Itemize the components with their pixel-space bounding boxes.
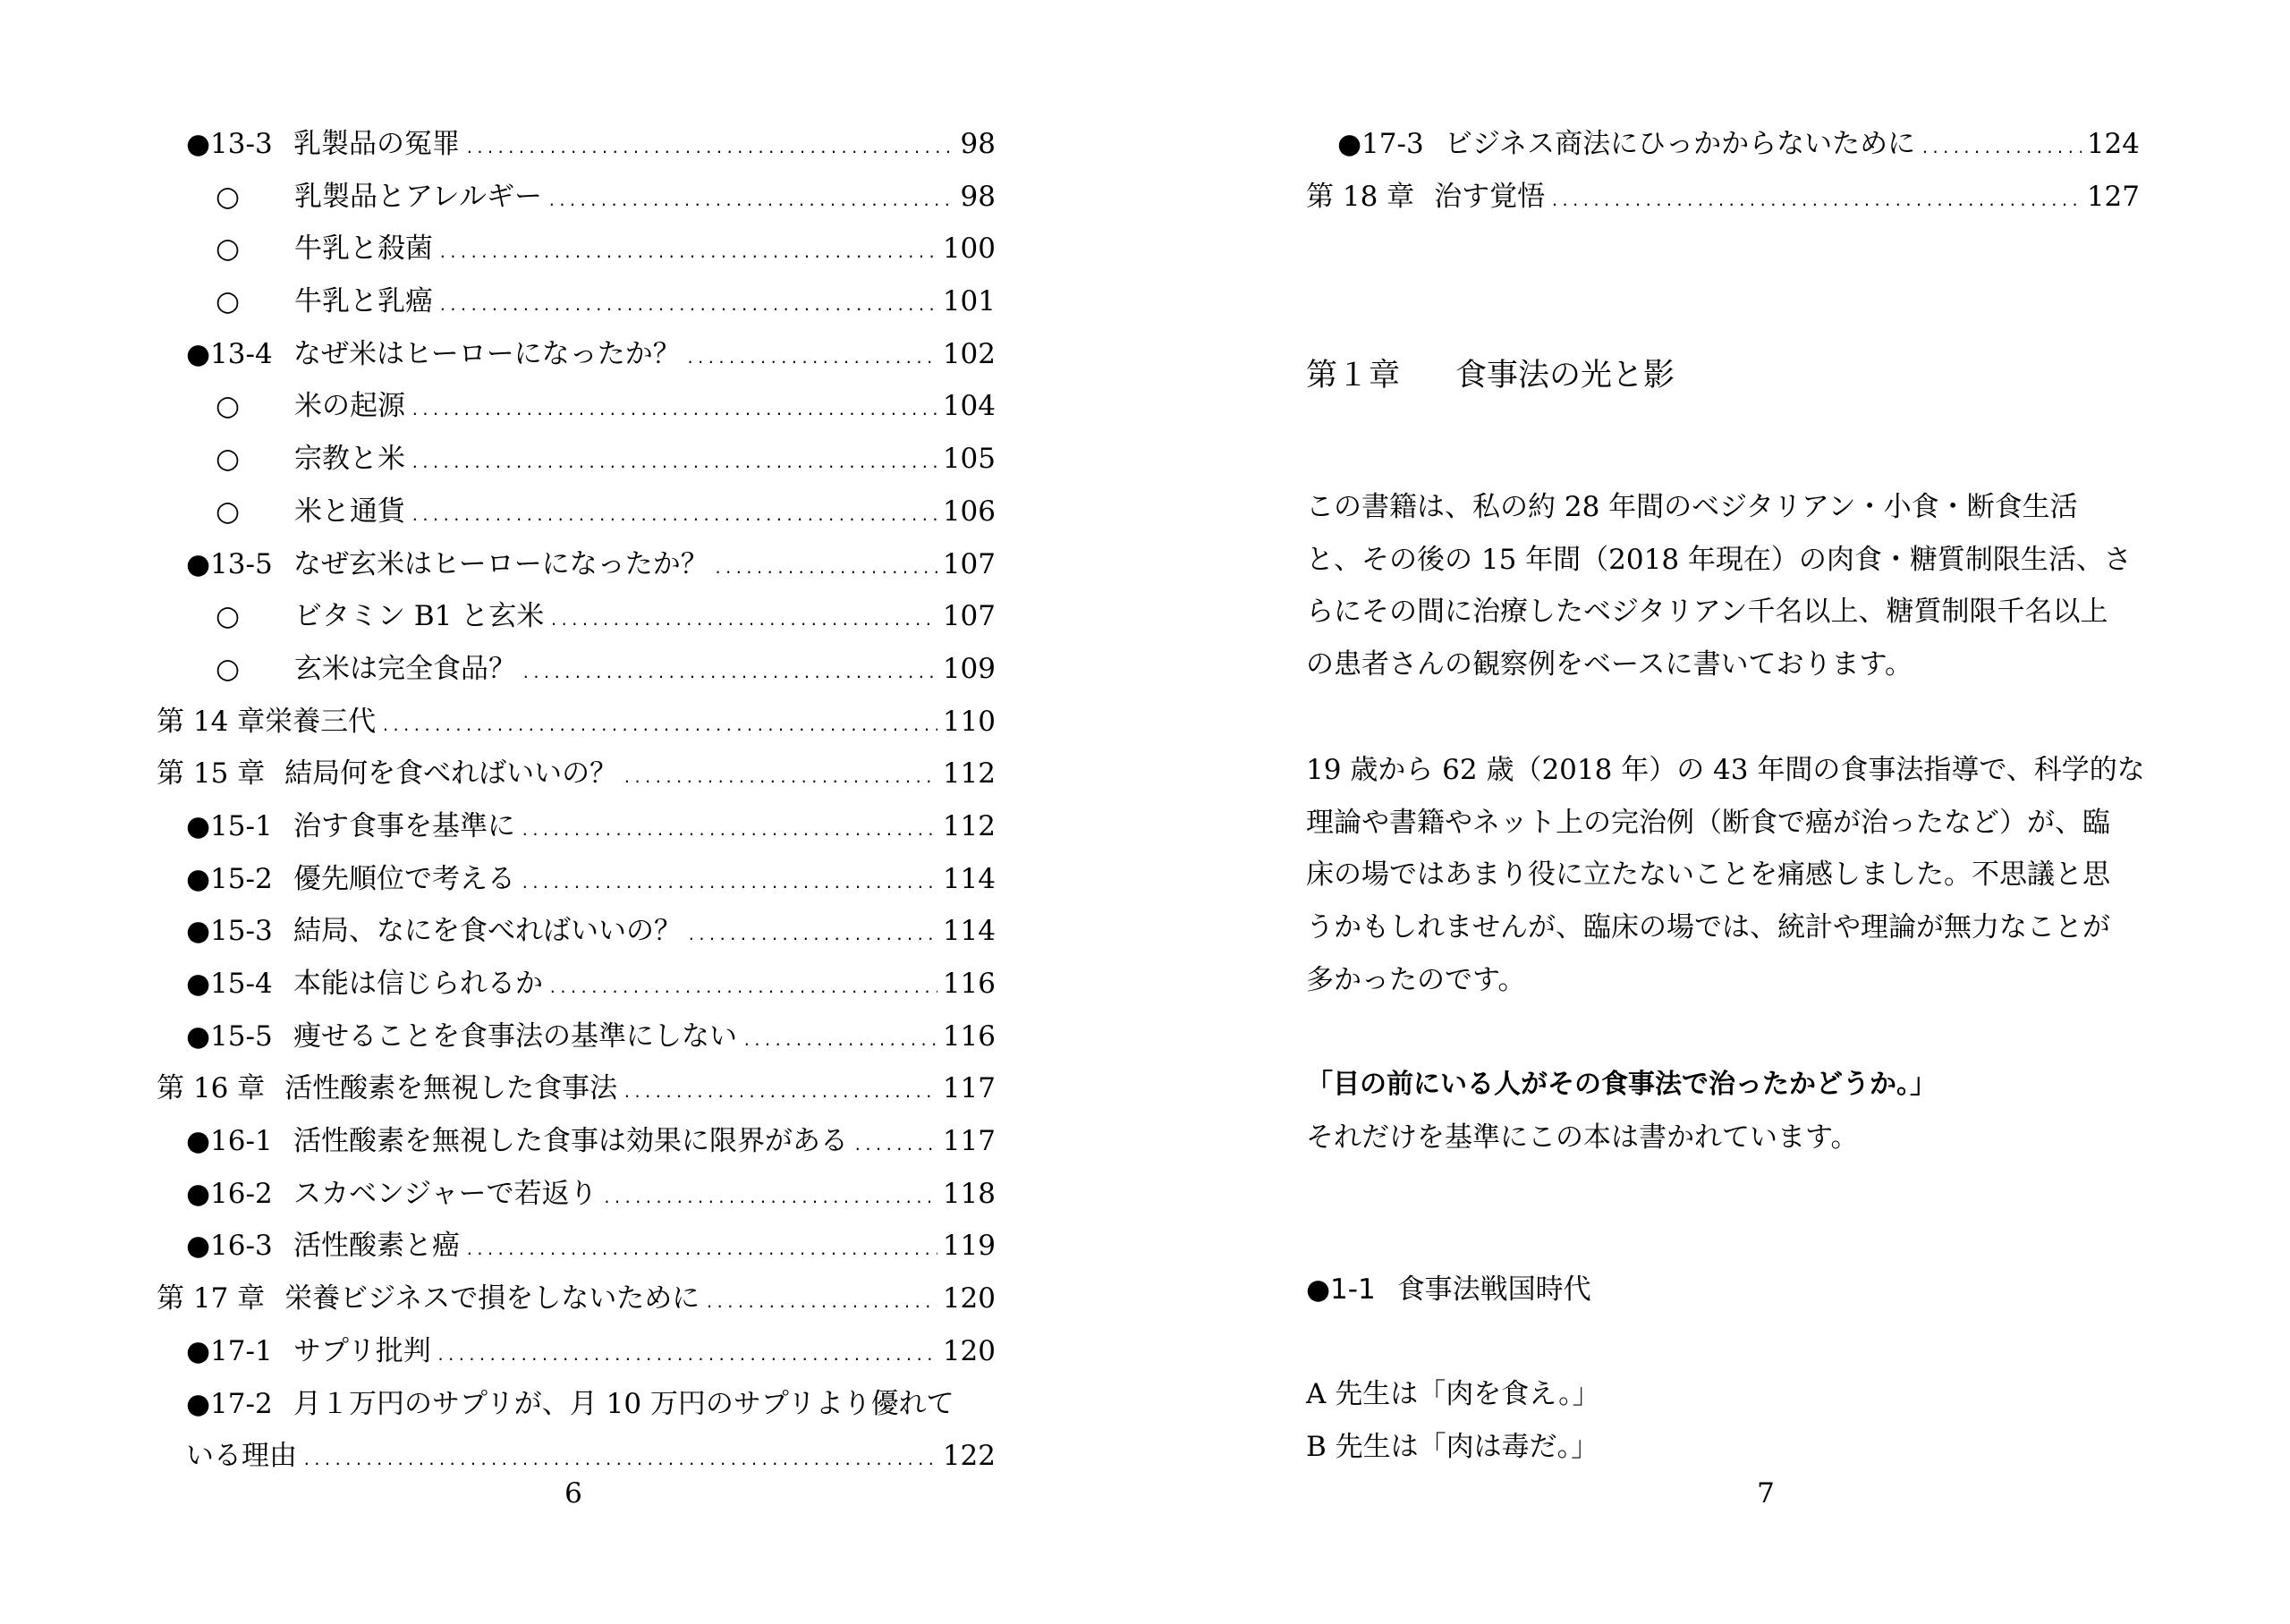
toc-title: 活性酸素と癌 xyxy=(293,1230,460,1263)
toc-title: ビジネス商法にひっかからないために xyxy=(1445,128,1916,160)
toc-bullet-icon: ○ xyxy=(216,390,241,423)
toc-section-number: ●16-1 xyxy=(186,1125,273,1158)
toc-page-number: 118 xyxy=(942,1177,996,1210)
toc-bullet-icon: ○ xyxy=(216,652,241,685)
toc-page-number: 127 xyxy=(2086,180,2140,213)
toc-title: 玄米は完全食品？ xyxy=(294,652,516,685)
toc-entry xyxy=(216,223,996,275)
toc-title: 栄養ビジネスで損をしないために xyxy=(284,1282,700,1315)
toc-leader-dots xyxy=(438,280,937,333)
toc-entry xyxy=(216,380,996,433)
toc-page-number: 107 xyxy=(942,547,996,580)
chapter-label: 第１章 xyxy=(1306,358,1401,393)
toc-bullet-icon: ○ xyxy=(216,285,241,318)
toc-leader-dots xyxy=(714,543,937,596)
toc-leader-dots xyxy=(381,700,937,753)
toc-section-number: ●15-4 xyxy=(186,968,273,1000)
toc-page-number: 100 xyxy=(942,233,996,266)
toc-entry-wrapped-continuation xyxy=(186,1430,996,1483)
quote-block xyxy=(1306,1059,2147,1163)
toc-page-number: 116 xyxy=(942,968,996,1000)
toc-section-number: ●17-1 xyxy=(186,1334,273,1367)
toc-page-number: 98 xyxy=(960,180,996,213)
toc-entry xyxy=(186,905,996,958)
toc-entry xyxy=(157,1062,996,1115)
toc-entry xyxy=(216,275,996,328)
toc-page-number: 98 xyxy=(960,128,996,160)
toc-leader-dots xyxy=(603,1172,937,1225)
paragraph-line: の患者さんの観察例をベースに書いております。 xyxy=(1306,648,1913,681)
toc-leader-dots xyxy=(411,490,937,543)
toc-title: 結局何を食べればいいの？ xyxy=(284,757,618,791)
toc-entry xyxy=(1337,118,2140,171)
toc-section-number: ●15-5 xyxy=(186,1019,273,1053)
toc-bullet-icon: ○ xyxy=(216,180,241,213)
toc-title: 優先順位で考える xyxy=(293,862,515,895)
paragraph-line: 床の場ではあまり役に立たないことを痛感しました。不思議と思 xyxy=(1306,859,2110,892)
bold-quote: 「目の前にいる人がその食事法で治ったかどうか。」 xyxy=(1306,1069,1937,1100)
toc-page-number: 104 xyxy=(942,390,996,423)
toc-chapter-number: 第 18 章 xyxy=(1306,180,1415,213)
toc-entry xyxy=(216,486,996,538)
toc-entry xyxy=(186,1115,996,1168)
toc-bullet-icon: ○ xyxy=(216,600,241,633)
toc-title: ビタミン B1 と玄米 xyxy=(294,600,545,633)
toc-entry xyxy=(157,1273,996,1325)
toc-entry xyxy=(186,853,996,906)
toc-title: 治す食事を基準に xyxy=(293,809,515,842)
toc-section-number: ●16-2 xyxy=(186,1177,273,1210)
toc-entry xyxy=(186,1220,996,1273)
toc-leader-dots xyxy=(1921,123,2082,175)
section-heading xyxy=(1306,1266,1591,1307)
toc-leader-dots xyxy=(705,1277,937,1330)
toc-page-number: 116 xyxy=(942,1019,996,1053)
toc-leader-dots xyxy=(411,437,937,490)
toc-page-number: 110 xyxy=(942,705,996,738)
toc-bullet-icon: ○ xyxy=(216,443,241,476)
toc-leader-dots xyxy=(547,175,955,228)
toc-section-number: ●15-3 xyxy=(186,915,273,948)
toc-leader-dots xyxy=(465,1224,937,1277)
toc-title: サプリ批判 xyxy=(293,1334,431,1367)
toc-leader-dots xyxy=(687,909,937,962)
toc-page-number: 117 xyxy=(942,1072,996,1105)
toc-title: 活性酸素を無視した食事は効果に限界がある xyxy=(293,1125,848,1158)
toc-entry xyxy=(186,1011,996,1063)
toc-title: 乳製品の冤罪 xyxy=(293,128,460,160)
toc-page-number: 119 xyxy=(942,1230,996,1263)
toc-section-number: ●13-5 xyxy=(186,547,273,580)
toc-leader-dots xyxy=(438,227,937,280)
toc-leader-dots xyxy=(521,858,937,910)
toc-page-number: 120 xyxy=(942,1282,996,1315)
toc-leader-dots xyxy=(411,385,937,437)
toc-entry xyxy=(186,538,996,591)
toc-leader-dots xyxy=(686,333,937,385)
toc-entry xyxy=(216,171,996,224)
toc-title: 本能は信じられるか xyxy=(293,968,543,1000)
toc-leader-dots xyxy=(437,1330,937,1383)
toc-page-number: 114 xyxy=(942,915,996,948)
toc-page-number: 114 xyxy=(942,862,996,895)
toc-section-number: ●16-3 xyxy=(186,1230,273,1263)
toc-leader-dots xyxy=(302,1434,937,1487)
paragraph-line: 理論や書籍やネット上の完治例（断食で癌が治ったなど）が、臨 xyxy=(1306,806,2110,839)
sensei-lines xyxy=(1306,1368,2147,1473)
second-paragraph xyxy=(1306,744,2147,1007)
paragraph-line: と、その後の 15 年間（2018 年現在）の肉食・糖質制限生活、さ xyxy=(1306,543,2132,576)
toc-chapter-number: 第 15 章 xyxy=(157,757,266,791)
toc-page-number: 112 xyxy=(942,757,996,791)
toc-section-number: ●13-3 xyxy=(186,128,273,160)
toc-leader-dots xyxy=(521,805,937,858)
toc-bullet-icon: ○ xyxy=(216,233,241,266)
toc-title: 牛乳と乳癌 xyxy=(294,285,433,318)
toc-entry-wrapped xyxy=(186,1378,996,1431)
toc-entry xyxy=(186,328,996,381)
toc-page-number: 120 xyxy=(942,1334,996,1367)
toc-title: 第 14 章栄養三代 xyxy=(157,705,377,738)
toc-page-number: 106 xyxy=(942,495,996,528)
toc-chapter-number: 第 17 章 xyxy=(157,1282,266,1315)
toc-leader-dots xyxy=(623,752,937,805)
toc-title: 痩せることを食事法の基準にしない xyxy=(293,1019,737,1053)
toc-entry xyxy=(186,1325,996,1378)
toc-title: 月１万円のサプリが、月 10 万円のサプリより優れて xyxy=(293,1387,954,1420)
chapter-title: 食事法の光と影 xyxy=(1455,358,1675,393)
toc-page-number: 112 xyxy=(942,809,996,842)
toc-title: 米の起源 xyxy=(294,390,405,423)
toc-page-number: 107 xyxy=(942,600,996,633)
sensei-line: A 先生は「肉を食え。」 xyxy=(1306,1378,1600,1410)
sensei-line: B 先生は「肉は毒だ。」 xyxy=(1306,1430,1599,1463)
table-of-contents xyxy=(157,118,996,1483)
toc-page-number: 117 xyxy=(942,1125,996,1158)
toc-section-number: ●15-1 xyxy=(186,809,273,842)
toc-title: 米と通貨 xyxy=(294,495,405,528)
toc-section-number: ●15-2 xyxy=(186,862,273,895)
toc-entry xyxy=(1306,171,2140,224)
table-of-contents-continued xyxy=(1306,118,2140,223)
toc-leader-dots xyxy=(522,647,937,700)
toc-title: 治す覚悟 xyxy=(1434,180,1546,213)
section-number: ●1-1 xyxy=(1306,1273,1376,1306)
toc-title: 活性酸素を無視した食事法 xyxy=(284,1072,618,1105)
toc-page-number: 101 xyxy=(942,285,996,318)
paragraph-line: この書籍は、私の約 28 年間のベジタリアン・小食・断食生活 xyxy=(1306,491,2078,523)
page-number: 7 xyxy=(1757,1477,1775,1510)
toc-entry xyxy=(157,748,996,800)
toc-entry xyxy=(186,800,996,853)
toc-page-number: 122 xyxy=(942,1440,996,1473)
paragraph-line: 19 歳から 62 歳（2018 年）の 43 年間の食事法指導で、科学的な xyxy=(1306,754,2145,786)
paragraph-line: うかもしれませんが、臨床の場では、統計や理論が無力なことが xyxy=(1306,911,2110,944)
toc-entry xyxy=(186,118,996,171)
toc-page-number: 109 xyxy=(942,652,996,685)
toc-page-number: 124 xyxy=(2086,128,2140,160)
paragraph-line: らにその間に治療したベジタリアン千名以上、糖質制限千名以上 xyxy=(1306,596,2108,629)
toc-leader-dots xyxy=(623,1067,937,1120)
quote-follow-line: それだけを基準にこの本は書かれています。 xyxy=(1306,1121,1859,1154)
paragraph-line: 多かったのです。 xyxy=(1306,963,1526,996)
toc-chapter-number: 第 16 章 xyxy=(157,1072,266,1105)
toc-title: 宗教と米 xyxy=(294,443,405,476)
toc-entry xyxy=(216,433,996,486)
page-number: 6 xyxy=(564,1477,582,1510)
toc-title: 結局、なにを食べればいいの？ xyxy=(293,915,682,948)
toc-entry xyxy=(216,643,996,696)
toc-title: いる理由 xyxy=(186,1440,297,1473)
toc-leader-dots xyxy=(549,595,937,647)
toc-leader-dots xyxy=(1550,175,2082,228)
toc-leader-dots xyxy=(853,1120,937,1172)
toc-leader-dots xyxy=(742,1015,937,1068)
toc-title: なぜ玄米はヒーローになったか？ xyxy=(293,547,708,580)
chapter-heading xyxy=(1306,351,1675,395)
right-page xyxy=(1145,0,2290,1624)
toc-section-number: ●17-3 xyxy=(1337,128,1424,160)
toc-title: スカベンジャーで若返り xyxy=(293,1177,598,1210)
toc-page-number: 102 xyxy=(942,337,996,370)
toc-section-number: ●13-4 xyxy=(186,337,273,370)
toc-section-number: ●17-2 xyxy=(186,1387,273,1420)
section-title: 食事法戦国時代 xyxy=(1396,1273,1591,1306)
toc-entry xyxy=(186,958,996,1011)
toc-leader-dots xyxy=(548,962,937,1015)
toc-entry xyxy=(216,590,996,643)
toc-page-number: 105 xyxy=(942,443,996,476)
toc-leader-dots xyxy=(465,123,955,175)
intro-paragraph xyxy=(1306,481,2147,691)
toc-title: 牛乳と殺菌 xyxy=(294,233,433,266)
toc-entry xyxy=(186,1168,996,1221)
toc-bullet-icon: ○ xyxy=(216,495,241,528)
toc-title: なぜ米はヒーローになったか？ xyxy=(293,337,681,370)
toc-title: 乳製品とアレルギー xyxy=(294,180,542,213)
toc-entry xyxy=(157,696,996,749)
